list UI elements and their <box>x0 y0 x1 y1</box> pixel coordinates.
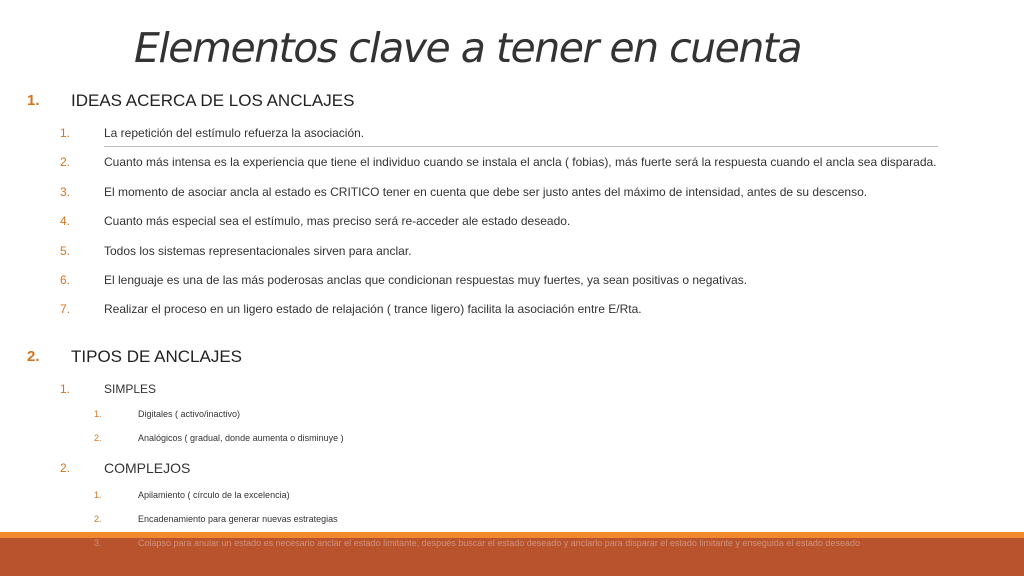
list-item-number: 1. <box>60 126 71 140</box>
list-item-number: 2. <box>60 155 71 169</box>
sublist-item: Analógicos ( gradual, donde aumenta o disminuye ) <box>138 433 344 443</box>
list-item-number: 5. <box>60 244 71 258</box>
sublist-item-number: 2. <box>94 433 102 443</box>
list-item: Realizar el proceso en un ligero estado de relajación ( trance ligero) facilita la asociación entre E/Rta. <box>104 302 642 316</box>
sublist-item: Encadenamiento para generar nuevas estrategias <box>138 514 338 524</box>
sublist-item-number: 3. <box>94 538 102 548</box>
list-item: Cuanto más especial sea el estímulo, mas preciso será re-acceder ale estado deseado. <box>104 214 571 228</box>
section-number: 1. <box>27 92 40 109</box>
list-item-number: 3. <box>60 185 71 199</box>
section-heading: IDEAS ACERCA DE LOS ANCLAJES <box>71 91 355 110</box>
sublist-item-number: 1. <box>94 409 102 419</box>
divider <box>104 146 938 147</box>
list-item: La repetición del estímulo refuerza la asociación. <box>104 126 365 140</box>
list-item: Todos los sistemas representacionales sirven para anclar. <box>104 244 412 258</box>
list-item-number: 4. <box>60 214 71 228</box>
sublist-item-number: 1. <box>94 490 102 500</box>
list-item-number: 1. <box>60 382 71 396</box>
sublist-item: Colapso para anular un estado es necesario anclar el estado limitante, después buscar el estado deseado y anclarlo para disparar el estado limitante y enseguida el estado deseado <box>138 538 860 548</box>
sublist-item: Digitales ( activo/inactivo) <box>138 409 241 419</box>
list-item: El lenguaje es una de las más poderosas anclas que condicionan respuestas muy fuertes, ya sean positivas o negativas. <box>104 273 748 287</box>
list-item: El momento de asociar ancla al estado es CRITICO tener en cuenta que debe ser justo antes del máximo de intensidad, antes de su descenso. <box>104 185 868 199</box>
sublist-item-number: 2. <box>94 514 102 524</box>
list-item-number: 7. <box>60 302 71 316</box>
list-item-number: 2. <box>60 461 71 475</box>
section-number: 2. <box>27 348 40 365</box>
sublist-item: Apilamiento ( círculo de la excelencia) <box>138 490 290 500</box>
subsection-heading: COMPLEJOS <box>104 460 191 476</box>
slide-title: Elementos clave a tener en cuenta <box>134 24 802 72</box>
section-heading: TIPOS DE ANCLAJES <box>71 347 242 366</box>
subsection-heading: SIMPLES <box>104 382 157 396</box>
list-item-number: 6. <box>60 273 71 287</box>
list-item: Cuanto más intensa es la experiencia que tiene el individuo cuando se instala el ancla ( fobias), más fuerte será la respuesta cuando el ancla sea disparada. <box>104 155 937 169</box>
